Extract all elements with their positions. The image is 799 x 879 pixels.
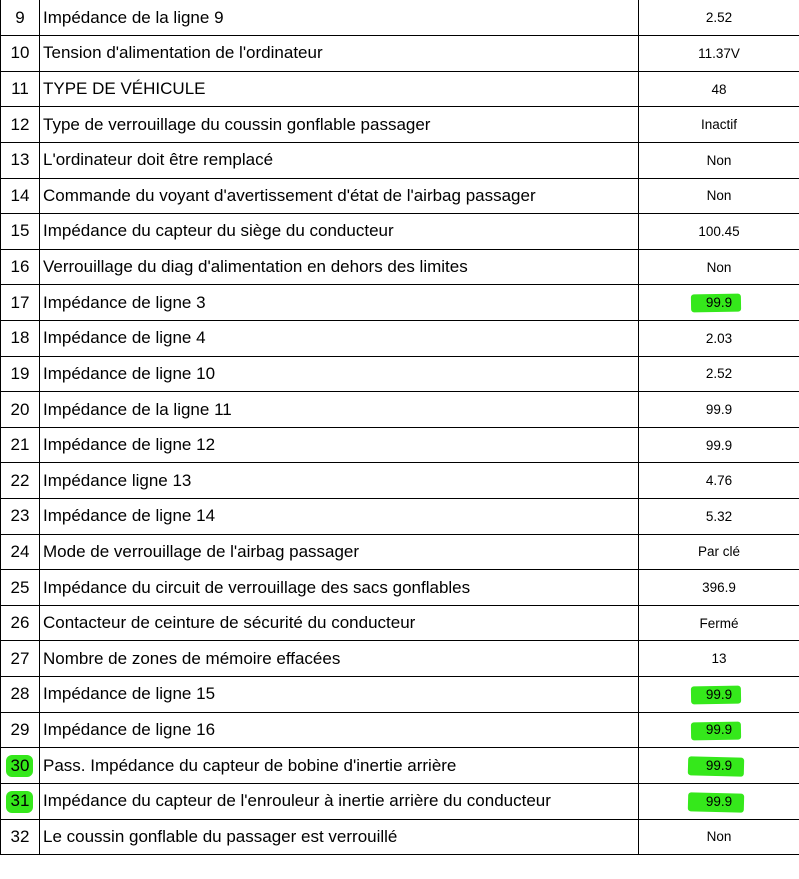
parameter-label-cell <box>40 463 639 499</box>
parameter-value-cell <box>639 36 799 72</box>
parameter-label: Impédance de la ligne 9 <box>43 7 224 27</box>
row-number: 15 <box>10 221 30 241</box>
parameter-label-cell <box>40 356 639 392</box>
parameter-value: 99.9 <box>705 402 733 417</box>
row-number-cell <box>1 748 40 784</box>
row-number: 18 <box>10 328 30 348</box>
parameter-label-cell <box>40 534 639 570</box>
parameter-value-cell <box>639 71 799 107</box>
row-number-cell <box>1 356 40 392</box>
parameter-value: 48 <box>711 81 727 97</box>
row-number: 10 <box>10 43 30 63</box>
parameter-label: Pass. Impédance du capteur de bobine d'inertie arrière <box>43 755 457 775</box>
parameter-label-cell <box>40 392 639 428</box>
parameter-value-cell <box>639 356 799 392</box>
parameter-label: Verrouillage du diag d'alimentation en dehors des limites <box>43 257 468 277</box>
row-number: 11 <box>11 79 29 99</box>
parameter-value: 99.9 <box>705 295 733 311</box>
parameter-label: Impédance de la ligne 11 <box>43 399 232 419</box>
parameter-value-cell <box>639 463 799 499</box>
parameter-value: 13 <box>711 651 727 667</box>
parameter-label-cell <box>40 677 639 713</box>
parameter-value-cell <box>639 392 799 428</box>
parameter-value-cell <box>639 427 799 463</box>
parameter-label: Impédance de ligne 3 <box>43 292 206 312</box>
row-number-cell <box>1 36 40 72</box>
parameter-label-cell <box>40 285 639 321</box>
parameter-label-cell <box>40 641 639 677</box>
parameter-value: 99.9 <box>705 437 733 453</box>
row-number-cell <box>1 71 40 107</box>
row-number: 24 <box>10 541 30 561</box>
row-number-cell <box>1 178 40 214</box>
parameter-label: Impédance du capteur du siège du conducteur <box>43 221 394 241</box>
parameter-value: 99.9 <box>705 722 733 738</box>
parameter-value-cell <box>639 677 799 713</box>
row-number: 21 <box>10 435 30 455</box>
parameter-label: TYPE DE VÉHICULE <box>43 79 206 99</box>
table-row <box>1 783 799 819</box>
table-row <box>1 819 799 855</box>
parameter-label: Type de verrouillage du coussin gonflable passager <box>43 114 431 134</box>
parameter-label: Mode de verrouillage de l'airbag passager <box>43 541 360 561</box>
row-number-cell <box>1 249 40 285</box>
row-number: 14 <box>10 185 30 205</box>
parameter-label: Tension d'alimentation de l'ordinateur <box>43 43 323 63</box>
row-number: 9 <box>15 7 25 27</box>
parameter-value-cell <box>639 0 799 36</box>
table-row <box>1 499 799 535</box>
parameter-value: 11.37V <box>698 45 740 61</box>
parameter-value-cell <box>639 712 799 748</box>
parameter-value: 2.03 <box>705 330 733 346</box>
row-number: 12 <box>10 114 30 134</box>
parameter-value-cell <box>639 249 799 285</box>
row-number: 26 <box>10 613 30 633</box>
parameter-label-cell <box>40 605 639 641</box>
parameter-value: 396.9 <box>702 580 736 596</box>
row-number: 17 <box>10 292 30 312</box>
row-number-cell <box>1 712 40 748</box>
parameter-value: Non <box>706 152 732 168</box>
parameter-value: 2.52 <box>705 366 733 382</box>
row-number: 19 <box>10 363 30 383</box>
table-row <box>1 0 799 36</box>
parameter-label-cell <box>40 0 639 36</box>
parameter-value-cell <box>639 178 799 214</box>
parameter-value-cell <box>639 142 799 178</box>
table-row <box>1 178 799 214</box>
table-body <box>1 0 799 855</box>
row-number: 30 <box>10 755 30 775</box>
table-row <box>1 712 799 748</box>
row-number-cell <box>1 605 40 641</box>
row-number: 31 <box>10 791 30 811</box>
parameter-label: Impédance du capteur de l'enrouleur à inertie arrière du conducteur <box>43 791 551 811</box>
table-row <box>1 534 799 570</box>
table-row <box>1 71 799 107</box>
table-row <box>1 142 799 178</box>
parameter-value: Non <box>706 259 732 275</box>
parameter-value-cell <box>639 499 799 535</box>
row-number: 20 <box>10 399 30 419</box>
parameter-value: 2.52 <box>705 10 733 26</box>
table-row <box>1 249 799 285</box>
row-number-cell <box>1 392 40 428</box>
table-row <box>1 570 799 606</box>
parameter-label-cell <box>40 748 639 784</box>
table-row <box>1 356 799 392</box>
row-number-cell <box>1 0 40 36</box>
parameter-value-cell <box>639 214 799 250</box>
parameter-value: Fermé <box>699 615 739 631</box>
table-row <box>1 320 799 356</box>
row-number-cell <box>1 499 40 535</box>
table-row <box>1 463 799 499</box>
row-number-cell <box>1 534 40 570</box>
row-number-cell <box>1 677 40 713</box>
parameter-label-cell <box>40 36 639 72</box>
row-number-cell <box>1 463 40 499</box>
parameter-label-cell <box>40 249 639 285</box>
parameter-value: 100.45 <box>698 223 740 239</box>
parameter-value: 5.32 <box>705 508 733 524</box>
row-number: 25 <box>10 577 30 597</box>
parameter-value-cell <box>639 819 799 855</box>
parameter-label: Impédance de ligne 15 <box>43 684 216 704</box>
parameter-label-cell <box>40 320 639 356</box>
row-number-cell <box>1 107 40 143</box>
parameter-label-cell <box>40 819 639 855</box>
parameter-value-cell <box>639 320 799 356</box>
parameter-label-cell <box>40 71 639 107</box>
parameter-label-cell <box>40 783 639 819</box>
row-number-cell <box>1 819 40 855</box>
table-row <box>1 427 799 463</box>
parameter-label-cell <box>40 214 639 250</box>
parameter-label: Impédance du circuit de verrouillage des sacs gonflables <box>43 577 471 597</box>
row-number: 28 <box>10 684 30 704</box>
row-number: 27 <box>10 648 30 668</box>
parameter-value: Non <box>706 188 732 204</box>
table-row <box>1 285 799 321</box>
parameter-label-cell <box>40 107 639 143</box>
parameter-label-cell <box>40 427 639 463</box>
parameter-label: Impédance de ligne 4 <box>43 328 206 348</box>
row-number-cell <box>1 142 40 178</box>
row-number-cell <box>1 285 40 321</box>
table-row <box>1 36 799 72</box>
table-row <box>1 641 799 677</box>
row-number-cell <box>1 641 40 677</box>
parameter-label-cell <box>40 570 639 606</box>
parameter-value: 4.76 <box>705 473 733 489</box>
table-row <box>1 605 799 641</box>
row-number-cell <box>1 320 40 356</box>
parameter-label-cell <box>40 178 639 214</box>
parameter-label: Impédance de ligne 14 <box>43 506 216 526</box>
row-number: 29 <box>10 719 30 739</box>
parameter-value-cell <box>639 605 799 641</box>
parameter-value-cell <box>639 107 799 143</box>
row-number: 32 <box>10 826 30 846</box>
parameter-label-cell <box>40 499 639 535</box>
parameter-label: L'ordinateur doit être remplacé <box>43 150 274 170</box>
parameter-label-cell <box>40 142 639 178</box>
parameter-value-cell <box>639 748 799 784</box>
parameter-value-cell <box>639 570 799 606</box>
row-number-cell <box>1 783 40 819</box>
parameter-value: 99.9 <box>705 758 733 774</box>
parameter-value: 99.9 <box>705 793 733 809</box>
parameter-value: Non <box>706 829 732 845</box>
row-number: 23 <box>10 506 30 526</box>
row-number: 22 <box>10 470 30 490</box>
parameter-value: Par clé <box>697 544 741 560</box>
parameter-label: Contacteur de ceinture de sécurité du conducteur <box>43 613 416 633</box>
parameter-value-cell <box>639 285 799 321</box>
table-row <box>1 214 799 250</box>
parameter-label-cell <box>40 712 639 748</box>
parameter-label: Le coussin gonflable du passager est verrouillé <box>43 826 398 846</box>
table-row <box>1 107 799 143</box>
parameter-value-cell <box>639 641 799 677</box>
row-number: 13 <box>10 150 30 170</box>
row-number-cell <box>1 427 40 463</box>
parameter-label: Impédance de ligne 10 <box>43 363 216 383</box>
row-number-cell <box>1 214 40 250</box>
parameter-label: Impédance ligne 13 <box>43 470 192 490</box>
parameter-label: Nombre de zones de mémoire effacées <box>43 648 341 668</box>
parameter-label: Impédance de ligne 12 <box>43 435 216 455</box>
table-row <box>1 677 799 713</box>
parameter-value: 99.9 <box>705 686 733 702</box>
table-row <box>1 392 799 428</box>
row-number: 16 <box>10 257 30 277</box>
parameter-label: Impédance de ligne 16 <box>43 719 216 739</box>
parameter-value: Inactif <box>700 117 738 133</box>
row-number-cell <box>1 570 40 606</box>
parameter-label: Commande du voyant d'avertissement d'état de l'airbag passager <box>43 185 536 205</box>
table-row <box>1 748 799 784</box>
parameter-value-cell <box>639 783 799 819</box>
parameter-value-cell <box>639 534 799 570</box>
